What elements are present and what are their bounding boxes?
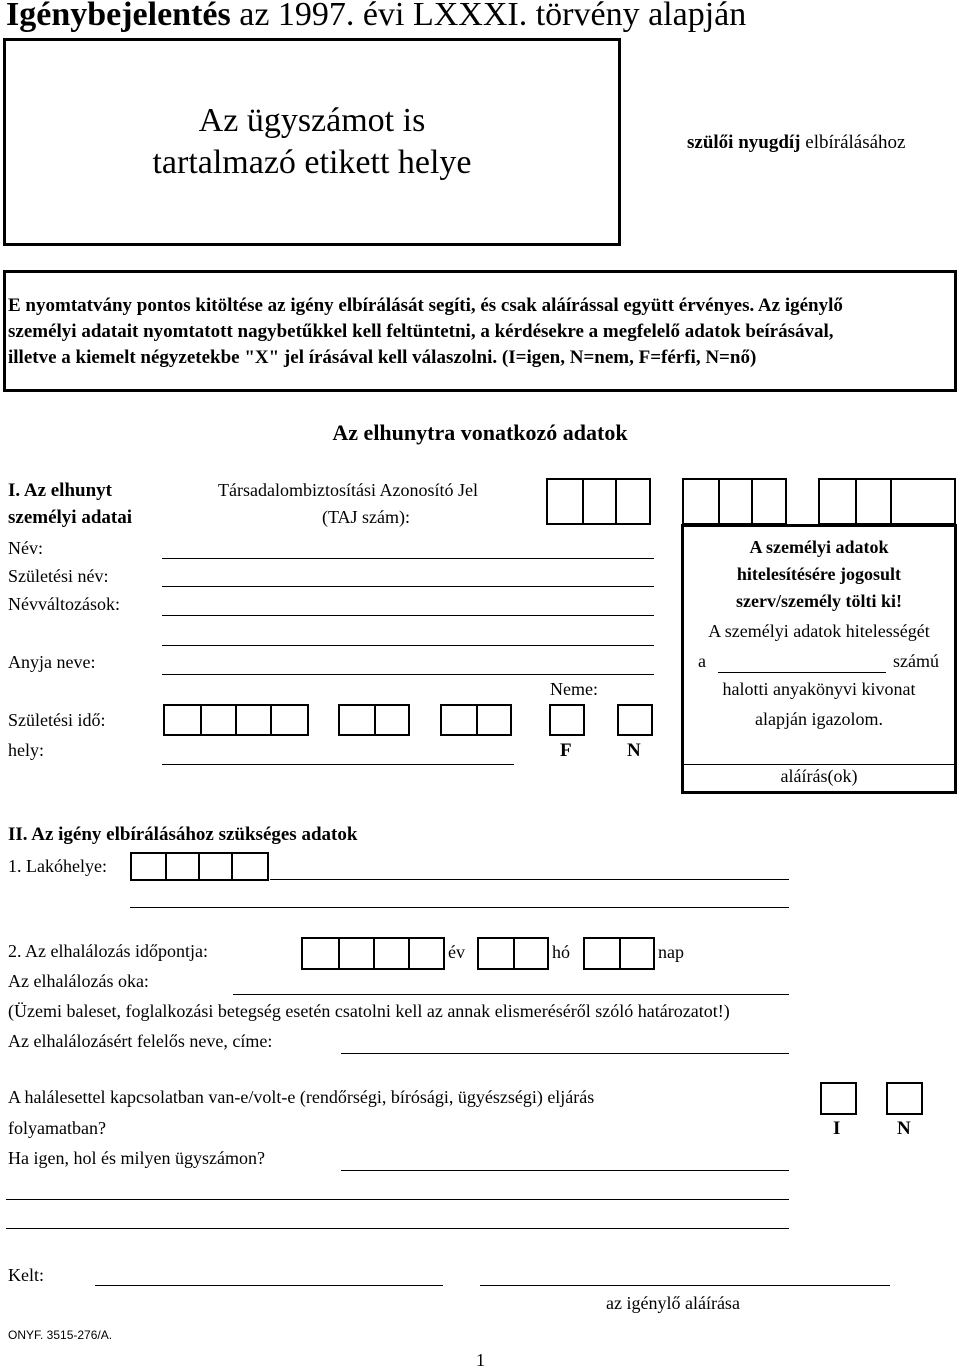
auth-title-line3: szerv/személy tölti ki! <box>736 591 902 611</box>
section1-heading-line1: I. Az elhunyt <box>8 480 112 501</box>
title-rest: az 1997. évi LXXXI. törvény alapján <box>239 0 747 33</box>
applicant-signature-label: az igénylő aláírása <box>606 1293 740 1313</box>
case-number-label: Ha igen, hol és milyen ügyszámon? <box>8 1148 265 1168</box>
sex-f-label: F <box>560 740 572 761</box>
death-cause-label: Az elhalálozás oka: <box>8 971 149 991</box>
birth-place-label: hely: <box>8 740 44 760</box>
case-number-field1[interactable] <box>341 1170 789 1171</box>
birth-day-boxes[interactable] <box>440 704 512 736</box>
section2-heading: II. Az igény elbírálásához szükséges adatok <box>8 824 358 845</box>
page-number: 1 <box>476 1350 485 1370</box>
title-bold: Igénybejelentés <box>6 0 231 33</box>
taj-digits-group2[interactable] <box>682 478 787 525</box>
instructions-line2: személyi adatait nyomtatott nagybetűkkel kell feltüntetni, a kérdésekre a megfelelő adatok beírásával, <box>8 321 834 342</box>
purpose-rest: elbírálásához <box>805 132 906 153</box>
name-changes-field2[interactable] <box>162 645 654 646</box>
auth-signature-field[interactable] <box>684 764 954 765</box>
death-date-label: 2. Az elhalálozás időpontja: <box>8 941 208 961</box>
name-field[interactable] <box>162 558 654 559</box>
applicant-signature-field[interactable] <box>480 1285 890 1286</box>
purpose-bold: szülői nyugdíj <box>687 132 801 153</box>
proceedings-yes-checkbox[interactable] <box>820 1082 857 1115</box>
death-cause-field[interactable] <box>233 994 789 995</box>
auth-text-a: a <box>698 651 706 671</box>
section-title: Az elhunytra vonatkozó adatok <box>332 420 628 445</box>
accident-note: (Üzemi baleset, foglalkozási betegség esetén csatolni kell az annak elismeréséről szóló határozatot!) <box>8 1001 730 1021</box>
death-month-boxes[interactable] <box>477 937 549 970</box>
responsible-field[interactable] <box>341 1053 789 1054</box>
proceedings-no-checkbox[interactable] <box>886 1082 923 1115</box>
case-number-field3[interactable] <box>6 1228 789 1229</box>
name-changes-field1[interactable] <box>162 615 654 616</box>
birth-date-label: Születési idő: <box>8 710 106 730</box>
mother-name-field[interactable] <box>162 674 654 675</box>
section1-heading-line2: személyi adatai <box>8 507 133 528</box>
sex-female-checkbox[interactable] <box>549 704 585 736</box>
case-number-field2[interactable] <box>6 1199 789 1200</box>
month-label: hó <box>552 942 570 962</box>
mother-name-label: Anyja neve: <box>8 652 96 672</box>
taj-digits-group3[interactable] <box>818 478 956 525</box>
etikett-line1: Az ügyszámot is <box>198 102 426 139</box>
proceedings-line2: folyamatban? <box>8 1118 106 1138</box>
certificate-number-field[interactable] <box>718 672 886 673</box>
instructions-line3: illetve a kiemelt négyzetekbe "X" jel írásával kell válaszolni. (I=igen, N=nem, F=férfi, N=nő) <box>8 347 757 368</box>
instructions-line1: E nyomtatvány pontos kitöltése az igény elbírálását segíti, és csak aláírással együtt érvényes. Az igénylő <box>8 295 843 316</box>
name-label: Név: <box>8 538 43 558</box>
day-label: nap <box>658 942 684 962</box>
residence-label: 1. Lakóhelye: <box>8 856 107 876</box>
etikett-line2: tartalmazó etikett helye <box>152 144 472 181</box>
death-year-boxes[interactable] <box>301 937 445 970</box>
taj-label-line1: Társadalombiztosítási Azonosító Jel <box>218 480 478 500</box>
auth-text-number: számú <box>893 651 939 671</box>
taj-label-line2: (TAJ szám): <box>322 507 411 527</box>
auth-text-line4: alapján igazolom. <box>755 709 883 729</box>
auth-text-line1: A személyi adatok hitelességét <box>708 621 930 641</box>
birth-name-label: Születési név: <box>8 566 109 586</box>
auth-title-line1: A személyi adatok <box>749 537 889 557</box>
birth-month-boxes[interactable] <box>338 704 410 736</box>
sex-label: Neme: <box>550 679 598 699</box>
death-day-boxes[interactable] <box>583 937 655 970</box>
date-field[interactable] <box>95 1285 443 1286</box>
birth-year-boxes[interactable] <box>163 704 309 736</box>
taj-digits-group1[interactable] <box>546 478 651 525</box>
purpose-text <box>687 132 906 154</box>
year-label: év <box>448 942 465 962</box>
yes-label: I <box>833 1118 841 1139</box>
residence-field1[interactable] <box>270 879 789 880</box>
birth-name-field[interactable] <box>162 586 654 587</box>
proceedings-line1: A halálesettel kapcsolatban van-e/volt-e (rendőrségi, bírósági, ügyészségi) eljárás <box>8 1087 595 1107</box>
auth-signature-label: aláírás(ok) <box>780 766 858 786</box>
sex-male-checkbox[interactable] <box>617 704 653 736</box>
residence-field2[interactable] <box>130 907 789 908</box>
date-label: Kelt: <box>8 1265 44 1285</box>
postal-code-boxes[interactable] <box>130 852 269 881</box>
name-changes-label: Névváltozások: <box>8 594 120 614</box>
sex-n-label: N <box>627 740 641 761</box>
label-sticker-area <box>3 38 621 246</box>
auth-text-line3: halotti anyakönyvi kivonat <box>722 679 916 699</box>
responsible-label: Az elhalálozásért felelős neve, címe: <box>8 1031 273 1051</box>
auth-title-line2: hitelesítésére jogosult <box>736 564 902 584</box>
page-title <box>6 0 746 34</box>
no-label: N <box>897 1118 911 1139</box>
form-code: ONYF. 3515-276/A. <box>8 1328 113 1342</box>
birth-place-field[interactable] <box>162 764 514 765</box>
